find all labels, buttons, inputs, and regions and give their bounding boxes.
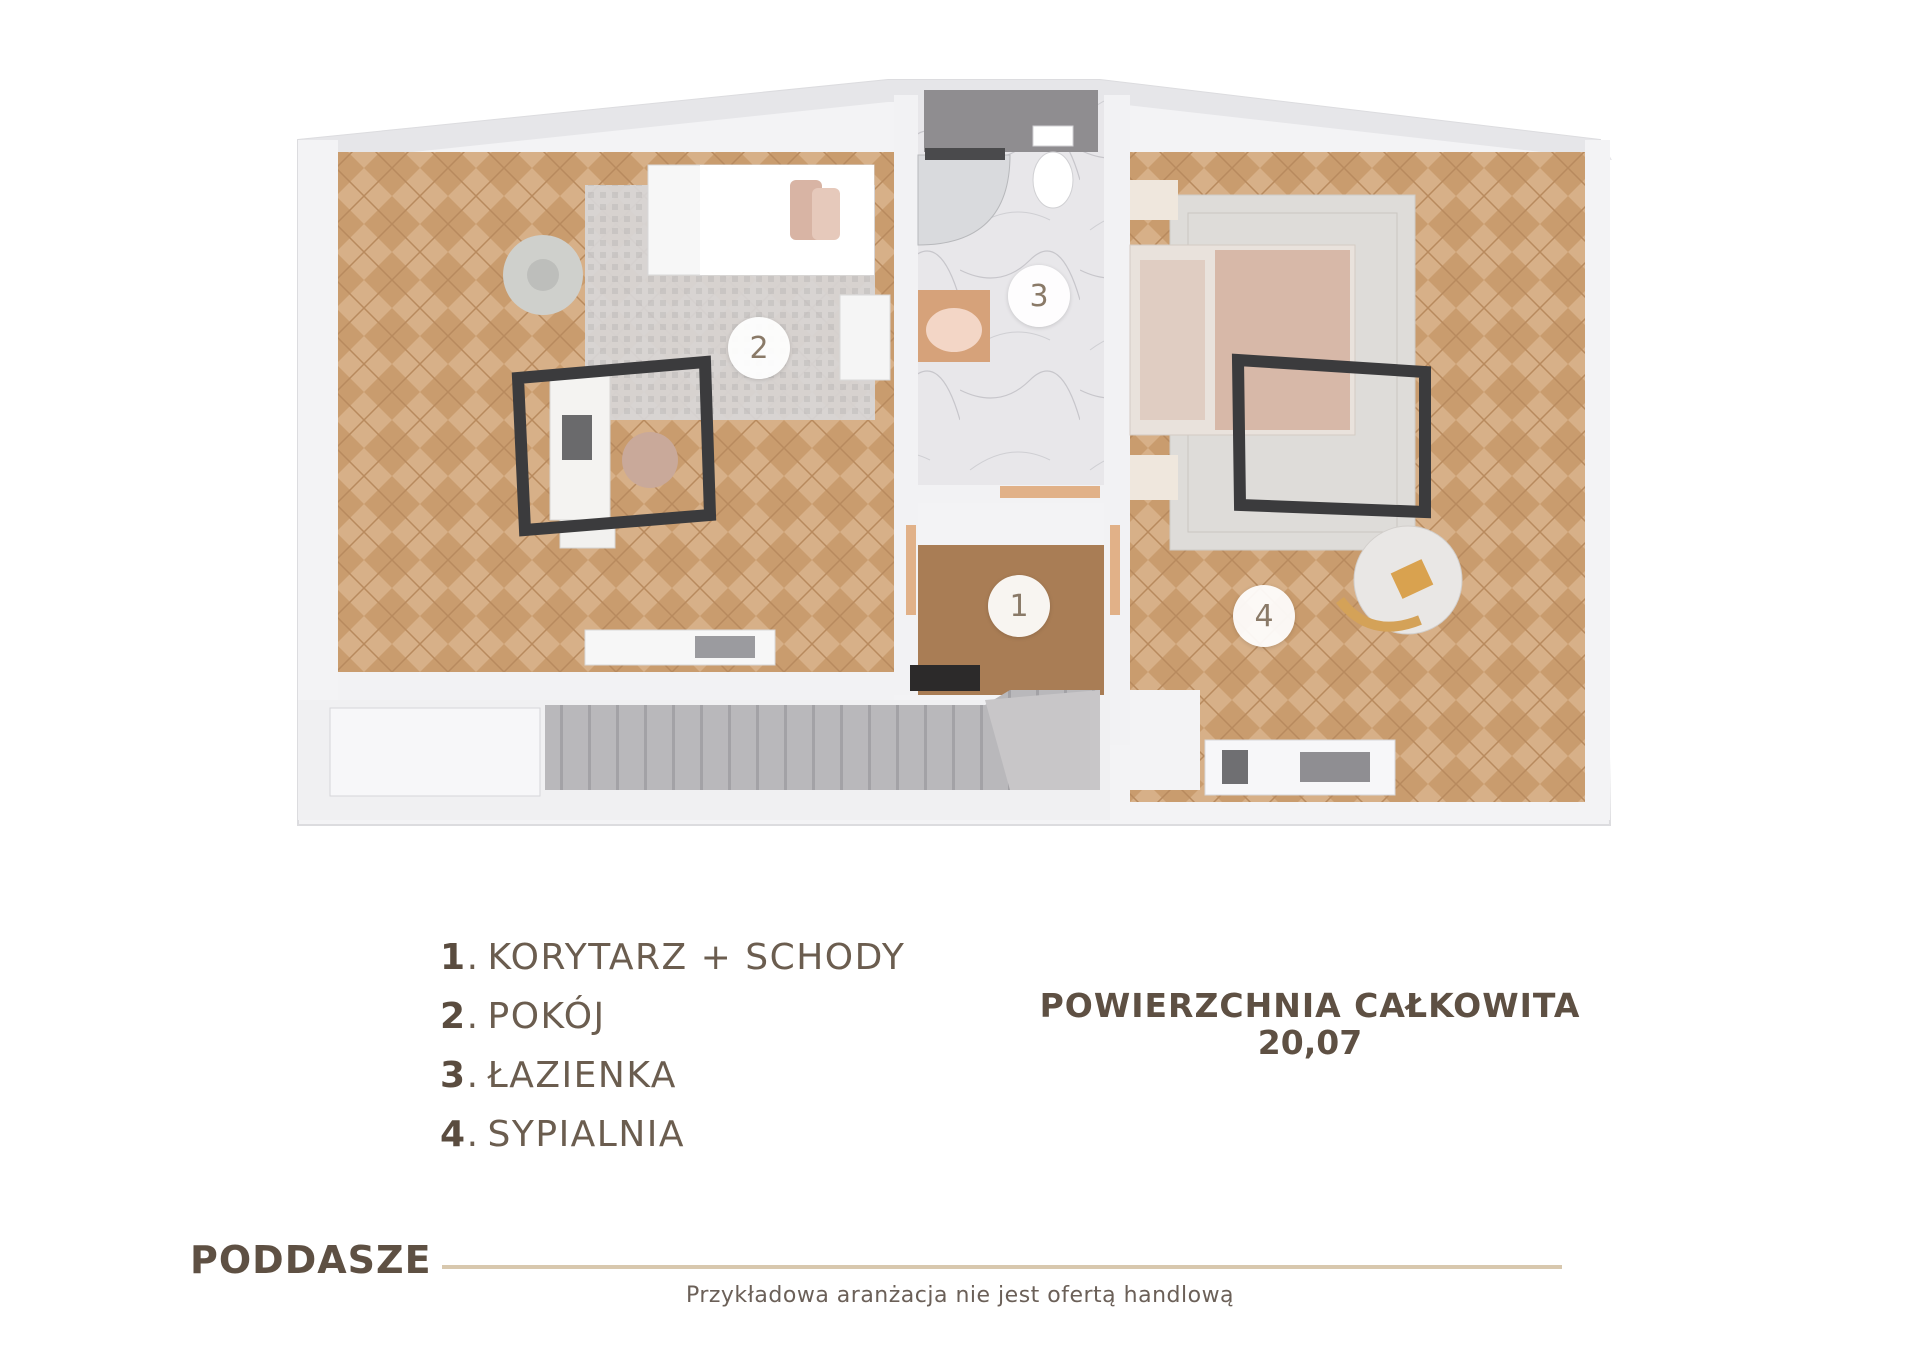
total-area bbox=[1000, 986, 1620, 1062]
chair bbox=[622, 432, 678, 488]
legend-label: KORYTARZ + SCHODY bbox=[487, 937, 906, 978]
legend-label: ŁAZIENKA bbox=[487, 1055, 677, 1096]
bed-pillows bbox=[1140, 260, 1205, 420]
shower-tray bbox=[925, 148, 1005, 160]
toilet-tank bbox=[1033, 126, 1073, 146]
divider bbox=[442, 1265, 1562, 1269]
legend-item bbox=[440, 1105, 905, 1164]
wall-right-center bbox=[1104, 95, 1130, 745]
wall-left bbox=[298, 140, 338, 700]
frame-room4 bbox=[1222, 750, 1248, 784]
stair-rail bbox=[910, 665, 980, 691]
total-area-value: 20,07 bbox=[1257, 1023, 1363, 1062]
legend-number: 1 bbox=[440, 937, 467, 978]
sink bbox=[926, 308, 982, 352]
legend-separator: . bbox=[466, 996, 480, 1037]
legend-separator: . bbox=[466, 1114, 480, 1155]
bed-blanket bbox=[700, 165, 874, 275]
total-area-label: POWIERZCHNIA CAŁKOWITA bbox=[1039, 986, 1581, 1025]
books-room4 bbox=[1300, 752, 1370, 782]
storage-left bbox=[330, 708, 540, 796]
legend-item bbox=[440, 987, 905, 1046]
pillow-2 bbox=[812, 188, 840, 240]
floor-title: PODDASZE bbox=[190, 1238, 432, 1282]
legend-item bbox=[440, 928, 905, 987]
legend-label: POKÓJ bbox=[487, 996, 606, 1037]
legend-number: 4 bbox=[440, 1114, 467, 1155]
nightstand-bottom bbox=[1130, 455, 1178, 500]
wall-right bbox=[1585, 140, 1610, 820]
books-room2 bbox=[695, 636, 755, 658]
room-badge-4: 4 bbox=[1233, 585, 1295, 647]
room-badge-3: 3 bbox=[1008, 265, 1070, 327]
pouf-inner bbox=[527, 259, 559, 291]
legend-label: SYPIALNIA bbox=[487, 1114, 686, 1155]
nightstand-top bbox=[1130, 180, 1178, 220]
wall-room2-bottom bbox=[298, 672, 894, 702]
room4-niche bbox=[1130, 690, 1200, 790]
side-table bbox=[840, 295, 890, 380]
room-badge-1: 1 bbox=[988, 575, 1050, 637]
door-bath bbox=[1000, 486, 1100, 498]
toilet bbox=[1033, 152, 1073, 208]
legend-item bbox=[440, 1046, 905, 1105]
door-room4 bbox=[1110, 525, 1120, 615]
disclaimer: Przykładowa aranżacja nie jest ofertą handlową bbox=[685, 1283, 1235, 1308]
room-badge-2: 2 bbox=[728, 317, 790, 379]
door-room2 bbox=[906, 525, 916, 615]
laptop bbox=[562, 415, 592, 460]
legend-separator: . bbox=[466, 937, 480, 978]
legend-number: 2 bbox=[440, 996, 467, 1037]
legend-separator: . bbox=[466, 1055, 480, 1096]
room-legend bbox=[440, 928, 905, 1164]
legend-number: 3 bbox=[440, 1055, 467, 1096]
